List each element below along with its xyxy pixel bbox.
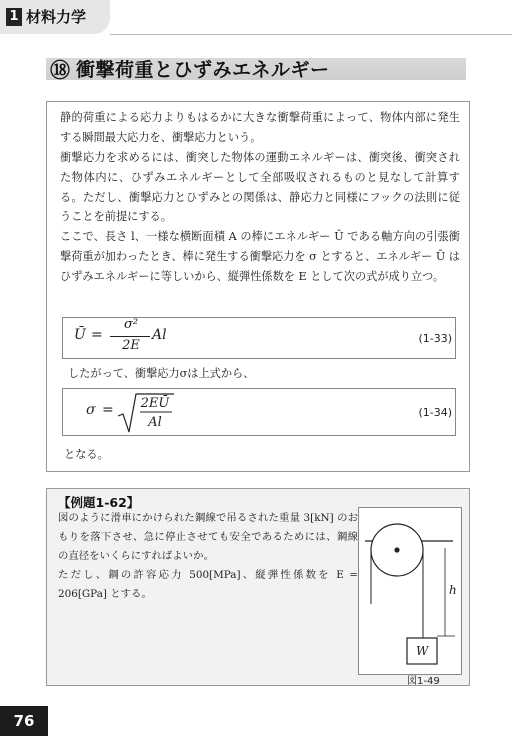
chapter-badge: 1 [6, 8, 22, 26]
pulley-axle [394, 547, 399, 552]
example-question: 図のように滑車にかけられた鋼線で吊るされた重量 3[kN] のおもりを落下させ、急に停止させても安全であるためには、鋼線の直径をいくらにすればよいか。 [58, 512, 358, 562]
example-title: 【例題1-62】 [58, 495, 140, 510]
eq1-fraction-bar [110, 336, 150, 337]
figure-caption: 図1-49 [407, 676, 440, 687]
h-label: h [449, 583, 457, 597]
example-conditions: ただし、鋼の許容応力 500[MPa]、縦弾性係数を E = 206[GPa] とする。 [58, 569, 358, 600]
eq1-lhs: Ū [74, 327, 86, 343]
paragraph-method: 衝撃応力を求めるには、衝突した物体の運動エネルギーは、衝突後、衝突された物体内に、ひずみエネルギーとして全部吸収されるものと見なして計算する。ただし、衝撃応力とひずみとの関係は、静応力と同様にフックの法則に従うことを前提にする。 [60, 151, 460, 224]
header-divider [110, 34, 512, 35]
page-title: 衝撃荷重とひずみエネルギー [76, 59, 330, 81]
chapter-title: 材料力学 [26, 8, 87, 26]
eq2-lhs: σ [86, 402, 96, 418]
pulley-diagram [359, 508, 461, 674]
closing-text: となる。 [64, 448, 109, 461]
w-label: W [416, 644, 429, 658]
eq2-equals: = [102, 402, 114, 418]
eq1-tail: Al [152, 327, 167, 343]
transition-text: したがって、衝撃応力σは上式から、 [68, 367, 255, 380]
paragraph-definition: 静的荷重による応力よりもはるかに大きな衝撃荷重によって、物体内部に発生する瞬間最大応力を、衝撃応力という。 [60, 111, 460, 144]
equation-number-1-33: (1-33) [418, 332, 452, 345]
eq2-numerator: 2EŪ [140, 396, 170, 411]
figure-pulley [358, 507, 462, 675]
eq1-denominator: 2E [122, 338, 140, 353]
eq1-numerator: σ² [123, 317, 139, 332]
paragraph-setup: ここで、長さ l、一様な横断面積 A の棒にエネルギー Ū である軸方向の引張衝撃荷重が加わったとき、棒に発生する衝撃応力を σ とすると、エネルギー Ū はひずみエネルギーに等しいから、縦弾性係数を E として次の式が成り立つ。 [60, 230, 460, 283]
page-number: 76 [0, 706, 48, 736]
equation-number-1-34: (1-34) [418, 406, 452, 419]
eq1-equals: = [91, 327, 103, 343]
eq2-denominator: Al [148, 415, 162, 430]
section-number: ⑱ [50, 58, 70, 82]
